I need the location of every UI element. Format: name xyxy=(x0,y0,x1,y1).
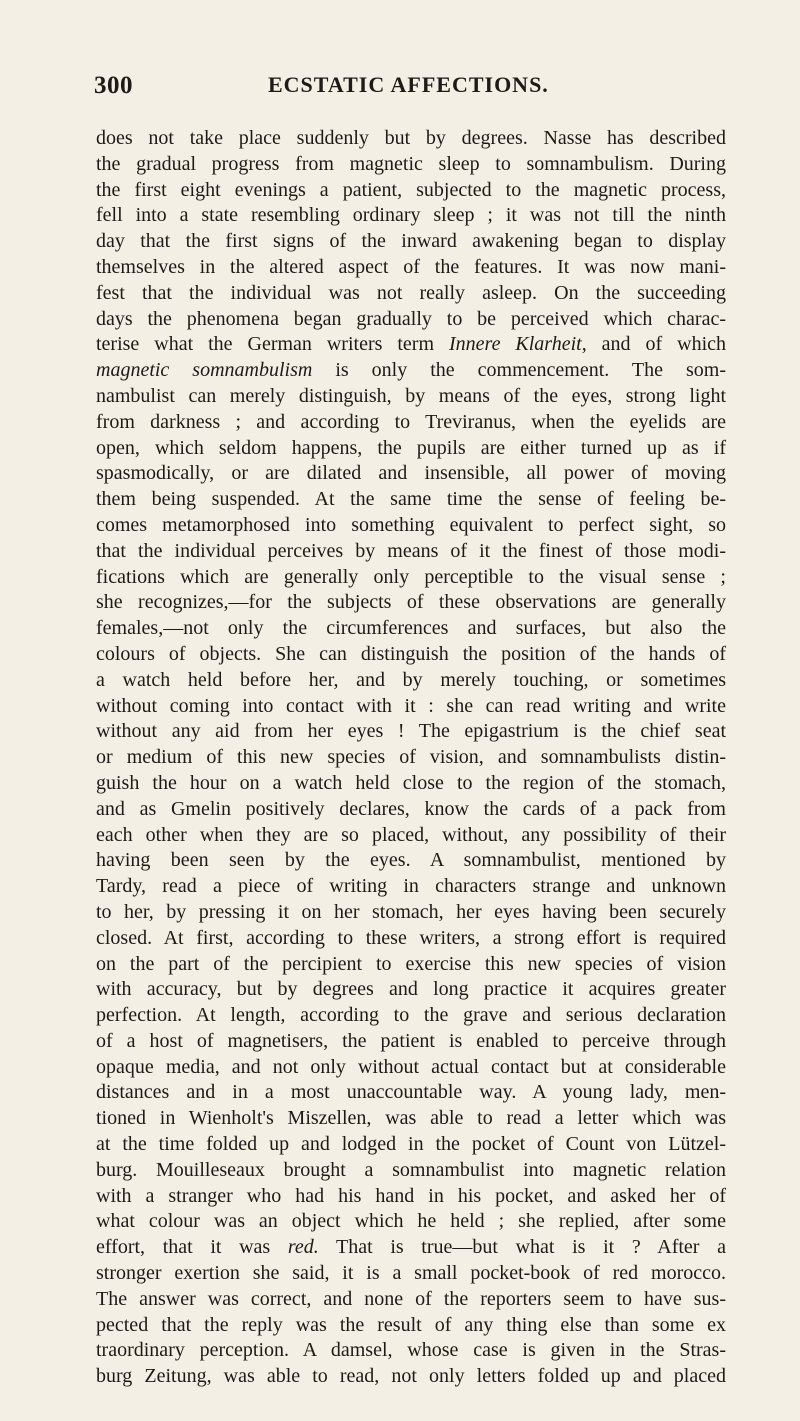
text-line: days the phenomena began gradually to be perceived which charac- xyxy=(96,307,726,330)
text-line: does not take place suddenly but by degrees. Nasse has described xyxy=(96,127,726,149)
text-line: closed. At first, according to these writers, a strong effort is required xyxy=(96,926,726,949)
page-header xyxy=(0,72,800,102)
text-line: without any aid from her eyes ! The epigastrium is the chief seat xyxy=(96,720,726,743)
text-line: at the time folded up and lodged in the pocket of Count von Lützel- xyxy=(96,1133,726,1156)
text-line: day that the first signs of the inward awakening began to display xyxy=(96,230,726,253)
text-line: open, which seldom happens, the pupils are either turned up as if xyxy=(96,436,726,459)
text-line: on the part of the percipient to exercise this new species of vision xyxy=(96,952,726,975)
text-line: the gradual progress from magnetic sleep to somnambulism. During xyxy=(96,152,726,175)
text-line: spasmodically, or are dilated and insensible, all power of moving xyxy=(96,462,726,485)
text-line: nambulist can merely distinguish, by means of the eyes, strong light xyxy=(96,384,726,407)
text-line: burg Zeitung, was able to read, not only letters folded up and placed xyxy=(96,1365,726,1388)
text-line: colours of objects. She can distinguish the position of the hands of xyxy=(96,642,726,665)
text-line: the first eight evenings a patient, subjected to the magnetic process, xyxy=(96,178,726,201)
text-line: opaque media, and not only without actual contact but at considerable xyxy=(96,1055,726,1078)
text-line: stronger exertion she said, it is a small pocket-book of red morocco. xyxy=(96,1262,726,1285)
text-line: and as Gmelin positively declares, know the cards of a pack from xyxy=(96,797,726,820)
text-line: females,—not only the circumferences and surfaces, but also the xyxy=(96,617,726,640)
text-line: guish the hour on a watch held close to the region of the stomach, xyxy=(96,771,726,794)
text-line: without coming into contact with it : she can read writing and write xyxy=(96,694,726,717)
text-line: terise what the German writers term Innere Klarheit, and of which xyxy=(96,333,727,356)
body-text xyxy=(96,126,726,1390)
text-line: traordinary perception. A damsel, whose case is given in the Stras- xyxy=(96,1339,726,1362)
text-line: each other when they are so placed, without, any possibility of their xyxy=(96,823,726,846)
text-line: effort, that it was red. That is true—but what is it ? After a xyxy=(96,1236,726,1259)
text-line: that the individual perceives by means of it the finest of those modi- xyxy=(96,539,726,562)
text-line: fest that the individual was not really asleep. On the succeeding xyxy=(96,281,726,304)
text-line: or medium of this new species of vision, and somnambulists distin- xyxy=(96,746,726,769)
text-line: pected that the reply was the result of any thing else than some ex xyxy=(96,1313,726,1336)
text-line: a watch held before her, and by merely touching, or sometimes xyxy=(96,668,726,691)
text-line: having been seen by the eyes. A somnambulist, mentioned by xyxy=(96,849,726,872)
text-line: magnetic somnambulism is only the commencement. The som- xyxy=(96,359,726,382)
text-line: of a host of magnetisers, the patient is enabled to perceive through xyxy=(96,1029,726,1052)
text-line: comes metamorphosed into something equivalent to perfect sight, so xyxy=(96,513,726,536)
text-line: with accuracy, but by degrees and long practice it acquires greater xyxy=(96,978,726,1001)
text-line: The answer was correct, and none of the reporters seem to have sus- xyxy=(96,1287,726,1310)
text-line: to her, by pressing it on her stomach, her eyes having been securely xyxy=(96,900,726,923)
text-line: themselves in the altered aspect of the features. It was now mani- xyxy=(96,255,726,278)
text-line: tioned in Wienholt's Miszellen, was able to read a letter which was xyxy=(96,1107,726,1130)
text-line: distances and in a most unaccountable way. A young lady, men- xyxy=(96,1081,726,1104)
text-line: fications which are generally only perceptible to the visual sense ; xyxy=(96,565,726,588)
text-line: with a stranger who had his hand in his pocket, and asked her of xyxy=(96,1184,726,1207)
page-number: 300 xyxy=(94,72,133,99)
text-line: them being suspended. At the same time the sense of feeling be- xyxy=(96,488,726,511)
text-line: Tardy, read a piece of writing in characters strange and unknown xyxy=(96,875,726,898)
text-line: what colour was an object which he held ; she replied, after some xyxy=(96,1210,726,1233)
text-line: she recognizes,—for the subjects of these observations are generally xyxy=(96,591,726,614)
text-line: fell into a state resembling ordinary sleep ; it was not till the ninth xyxy=(96,204,726,227)
text-line: perfection. At length, according to the grave and serious declaration xyxy=(96,1004,726,1027)
text-line: burg. Mouilleseaux brought a somnambulist into magnetic relation xyxy=(96,1158,726,1181)
text-line: from darkness ; and according to Treviranus, when the eyelids are xyxy=(96,410,726,433)
running-head: ECSTATIC AFFECTIONS. xyxy=(268,72,549,97)
